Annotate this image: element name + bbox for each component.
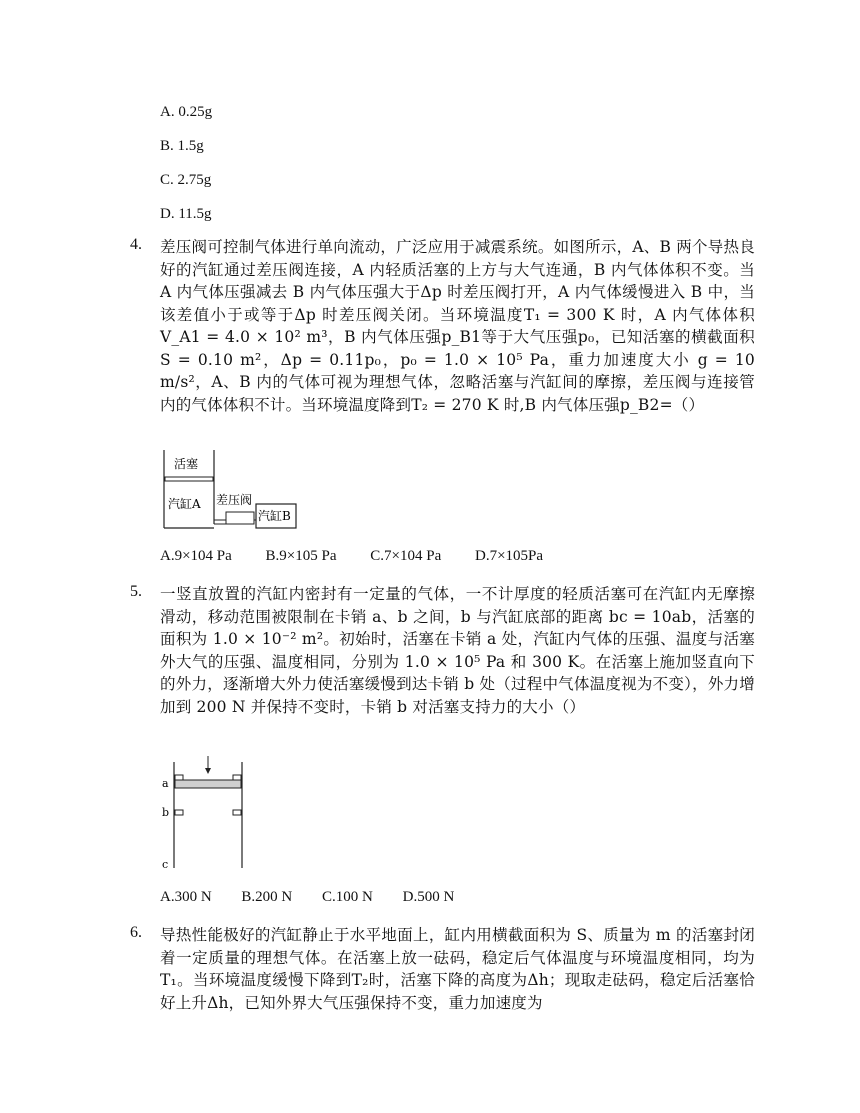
q4-option-d: D.7×105Pa [474, 548, 544, 564]
q4-options [160, 548, 573, 565]
question-text: 差压阀可控制气体进行单向流动，广泛应用于减震系统。如图所示，A、B 两个导热良好的汽缸通过差压阀连接，A 内轻质活塞的上方与大气连通，B 内气体体积不变。当 A 内气体压强减去 B 内气体压强大于Δp 时差压阀打开，A 内气体缓慢进入 B 中，当该差值小于或等于Δp 时差压阀关闭。当环境温度T₁ = 300 K 时，A 内气体体积V_A1 = 4.0 × 10² m³，B 内气体压强p_B1等于大气压强p₀，已知活塞的横截面积 S = 0.10 m²，Δp = 0.11p₀，p₀ = 1.0 × 10⁵ Pa，重力加速度大小 g = 10 m/s²，A、B 内的气体可视为理想气体，忽略活塞与汽缸间的摩擦，差压阀与连接管内的气体体积不计。当环境温度降到T₂ = 270 K 时,B 内气体压强p_B2=（） [160, 238, 755, 414]
question-number: 5. [130, 583, 142, 600]
label-b: b [162, 806, 170, 819]
question-number: 4. [130, 236, 142, 253]
piston [175, 780, 241, 788]
pin-b-left [175, 810, 183, 815]
q5-option-d: D.500 N [402, 889, 455, 905]
pin-b-right [233, 810, 241, 815]
label-a: a [162, 777, 169, 790]
label-c: c [162, 858, 169, 871]
q3-option-a: A. 0.25g [160, 104, 213, 120]
question-text: 一竖直放置的汽缸内密封有一定量的气体，一不计厚度的轻质活塞可在汽缸内无摩擦滑动，移动范围被限制在卡销 a、b 之间，b 与汽缸底部的距离 bc = 10ab，活塞的面积为 1.0 × 10⁻² m²。初始时，活塞在卡销 a 处，汽缸内气体的压强、温度与活塞外大气的压强、温度相同，分别为 1.0 × 10⁵ Pa 和 300 K。在活塞上施加竖直向下的外力，逐渐增大外力使活塞缓慢到达卡销 b 处（过程中气体温度视为不变），外力增加到 200 N 并保持不变时，卡销 b 对活塞支持力的大小（） [160, 585, 755, 716]
q5-option-b: B.200 N [241, 889, 293, 905]
q5-option-a: A.300 N [160, 889, 212, 905]
piston [165, 477, 213, 481]
question-number: 6. [130, 924, 142, 941]
valve-body [226, 512, 254, 524]
q3-option-b: B. 1.5g [160, 138, 204, 154]
q4-option-b: B.9×105 Pa [265, 548, 337, 564]
q4-option-a: A.9×104 Pa [160, 548, 232, 564]
q4-figure [160, 446, 302, 532]
q5-figure [160, 756, 252, 872]
question-text: 导热性能极好的汽缸静止于水平地面上，缸内用横截面积为 S、质量为 m 的活塞封闭着一定质量的理想气体。在活塞上放一砝码，稳定后气体温度与环境温度相同，均为T₁。当环境温度缓慢下降到T₂时，活塞下降的高度为Δh；现取走砝码，稳定后活塞恰好上升Δh，已知外界大气压强保持不变，重力加速度为 [160, 926, 755, 1012]
pin-a-left [175, 775, 183, 780]
cylinder-a-label: 汽缸A [168, 497, 201, 511]
cylinder-b-label: 汽缸B [258, 509, 291, 523]
piston-label: 活塞 [174, 457, 199, 471]
q4-option-c: C.7×104 Pa [370, 548, 442, 564]
pin-a-right [233, 775, 241, 780]
force-arrow-head [205, 768, 211, 774]
q5-option-c: C.100 N [322, 889, 373, 905]
q5-options [160, 889, 484, 906]
q3-option-d: D. 11.5g [160, 206, 212, 222]
valve-label: 差压阀 [216, 493, 253, 507]
q3-option-c: C. 2.75g [160, 172, 212, 188]
